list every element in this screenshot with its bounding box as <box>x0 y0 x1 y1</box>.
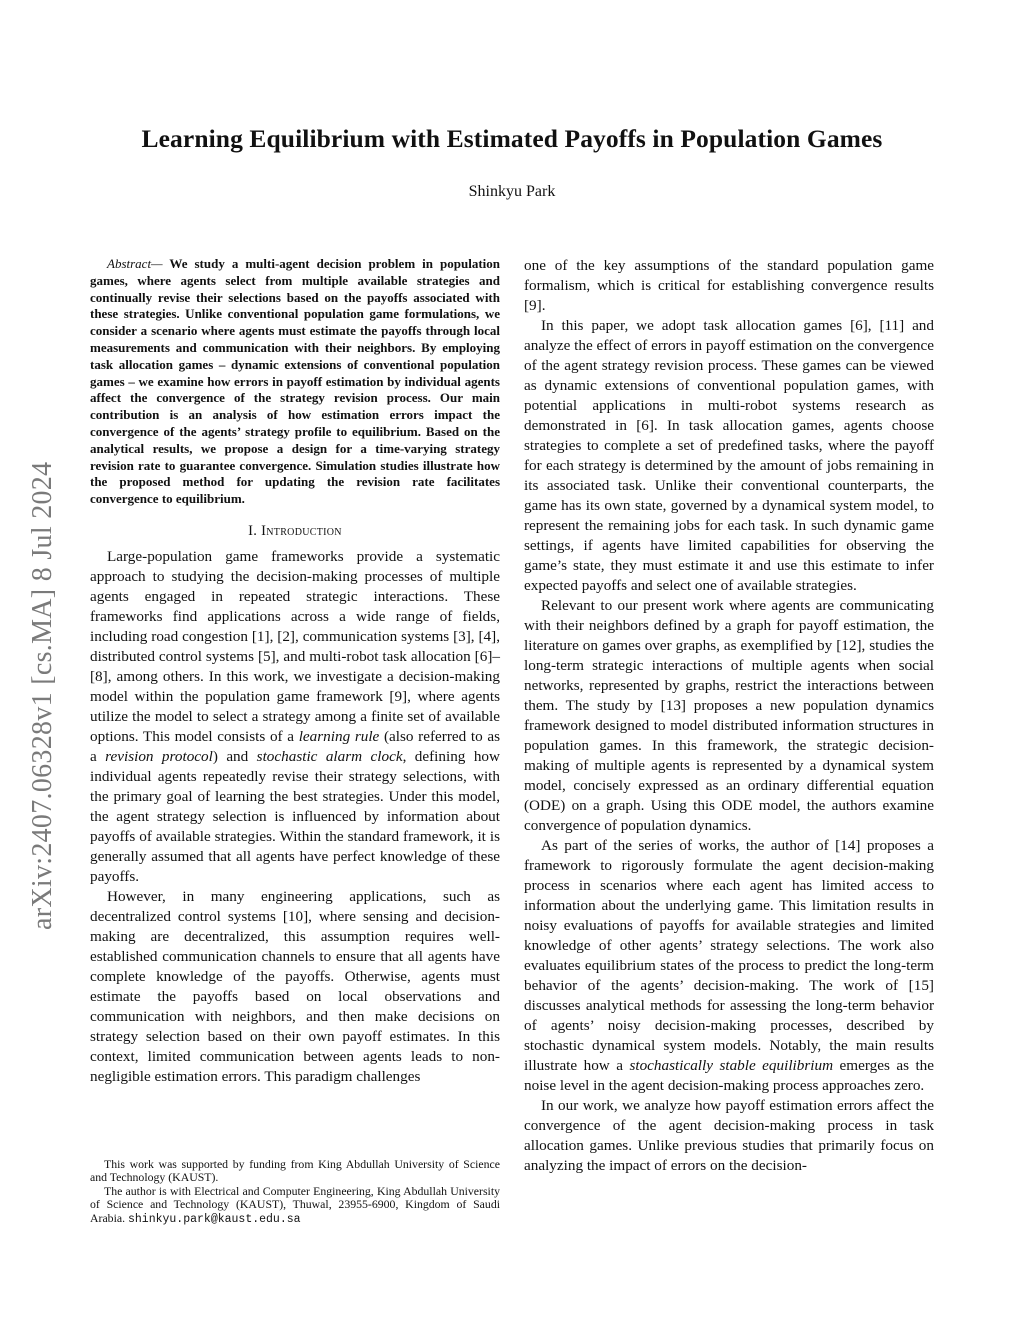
emphasis-stochastic-alarm-clock: stochastic alarm clock <box>256 747 403 765</box>
section-number: I. <box>248 522 262 539</box>
intro-paragraph-2: However, in many engineering applications, such as decentralized control systems [10], where sensing and decision-making are decentralized, this assumption requires well-established communication channels to ensure that all agents have complete knowledge of the payoffs. Otherwise, agents must estimate the payoffs based on local observations and communication with neighbors, and then make decisions on strategy selection based on their own payoff estimates. In this context, limited communication between agents leads to non-negligible estimation errors. This paradigm challenges <box>90 887 500 1085</box>
right-column <box>524 256 934 1176</box>
text-run: (also referred to as a <box>90 727 501 765</box>
paper-title: Learning Equilibrium with Estimated Payoffs in Population Games <box>141 124 883 153</box>
section-title: Introduction <box>261 522 342 539</box>
footnote-affiliation <box>90 1185 500 1226</box>
footnote-funding: This work was supported by funding from King Abdullah University of Science and Technology (KAUST). <box>90 1157 500 1185</box>
abstract <box>90 256 500 508</box>
abstract-text: We study a multi-agent decision problem in population games, where agents select from multiple available strategies and continually revise their selections based on the payoffs associated with these strategies. Unlike conventional population game formulations, we consider a scenario where agents must estimate the payoffs through local measurements and communication with their neighbors. By employing task allocation games – dynamic extensions of conventional population games – we examine how errors in payoff estimation by individual agents affect the convergence of the strategy revision process. Our main contribution is an analysis of how estimation errors impact the convergence of the agents’ strategy profile to equilibrium. Based on the analytical results, we propose a design for a time-varying strategy revision rate to guarantee convergence. Simulation studies illustrate how the proposed method for updating the revision rate facilitates convergence to equilibrium. <box>90 256 500 507</box>
body-paragraph-task-allocation: In this paper, we adopt task allocation games [6], [11] and analyze the effect of errors in payoff estimation on the convergence of the agent strategy revision process. These games can be viewed as dynamic extensions of conventional population games, with potential applications in multi-robot systems research as demonstrated in [6]. In task allocation games, agents choose strategies to complete a set of predefined tasks, where the payoff for each strategy is determined by the amount of jobs remaining in its associated task. Unlike their conventional counterparts, the game has its own state, governed by a dynamical system model, to represent the remaining jobs for each task. In such dynamic game settings, if agents have limited capabilities for observing the game’s state, they must estimate it and use this estimate to infer expected payoffs and select one of available strategies. <box>524 317 934 594</box>
affiliation-text: The author is with Electrical and Computer Engineering, King Abdullah University of Science and Technology (KAUST), Thuwal, 23955-6900, Kingdom of Saudi Arabia. <box>90 1183 500 1225</box>
text-run: ) and <box>212 747 257 765</box>
section-heading-introduction <box>90 523 500 540</box>
emphasis-stochastically-stable-equilibrium: stochastically stable equilibrium <box>629 1057 834 1074</box>
body-paragraph-our-work: In our work, we analyze how payoff estimation errors affect the convergence of the agent decision-making process in task allocation games. Unlike previous studies that primarily focus on analyzing the impact of errors on the decision- <box>524 1097 934 1174</box>
footnotes <box>90 1158 500 1226</box>
author-name: Shinkyu Park <box>468 183 556 200</box>
text-run: Large-population game frameworks provide a systematic approach to studying the decision-making processes of multiple agents engaged in repeated strategic interactions. These frameworks find applications across a wide range of fields, including road congestion [1], [2], communication systems [3], [4], distributed control systems [5], and multi-robot task allocation [6]–[8], among others. In this work, we investigate a decision-making model within the population game framework [9], where agents utilize the model to select a strategy among a finite set of available options. This model consists of a <box>90 547 500 745</box>
body-paragraph-graphs: Relevant to our present work where agents are communicating with their neighbors defined by a graph for payoff estimation, the literature on games over graphs, as exemplified by [12], studies the long-term strategic interactions of multiple agents when social networks, represented by graphs, restrict the interactions between them. The study by [13] proposes a new population dynamics framework designed to model distributed information structures in population games. In this framework, the strategic decision-making of multiple agents is represented by a dynamical system model, concisely expressed as an ordinary differential equation (ODE) on a graph. Using this ODE model, the authors examine convergence of population dynamics. <box>524 597 934 834</box>
emphasis-revision-protocol: revision protocol <box>105 747 213 765</box>
arxiv-identifier-stamp: arXiv:2407.06328v1 [cs.MA] 8 Jul 2024 <box>27 461 58 930</box>
emphasis-learning-rule: learning rule <box>298 727 380 745</box>
body-paragraph-related-work <box>524 836 934 1096</box>
abstract-label: Abstract— <box>107 256 163 271</box>
continued-paragraph: one of the key assumptions of the standard population game formalism, which is critical for establishing convergence results [9]. <box>524 257 934 314</box>
text-run: As part of the series of works, the author of [14] proposes a framework to rigorously formulate the agent decision-making process in scenarios where each agent has limited access to information about the underlying game. This limitation results in noisy evaluations of payoffs for available strategies and limited knowledge of other agents’ strategy selections. The work also evaluates equilibrium states of the process to predict the long-term behavior of the agents’ decision-making. The work of [15] discusses analytical methods for assessing the long-term behavior of agents’ noisy decision-making processes, described by stochastic dynamical system models. Notably, the main results illustrate how a <box>524 837 934 1074</box>
intro-paragraph-1 <box>90 547 500 887</box>
text-run: , defining how individual agents repeatedly revise their strategy selections, with the primary goal of learning the best strategies. Under this model, the agent strategy selection is influenced by information about payoffs of available strategies. Within the standard framework, it is generally assumed that all agents have perfect knowledge of these payoffs. <box>90 747 500 885</box>
left-column <box>90 256 500 1087</box>
text-run: emerges as the noise level in the agent decision-making process approaches zero. <box>524 1057 934 1094</box>
author-email-link[interactable]: shinkyu.park@kaust.edu.sa <box>128 1212 301 1226</box>
